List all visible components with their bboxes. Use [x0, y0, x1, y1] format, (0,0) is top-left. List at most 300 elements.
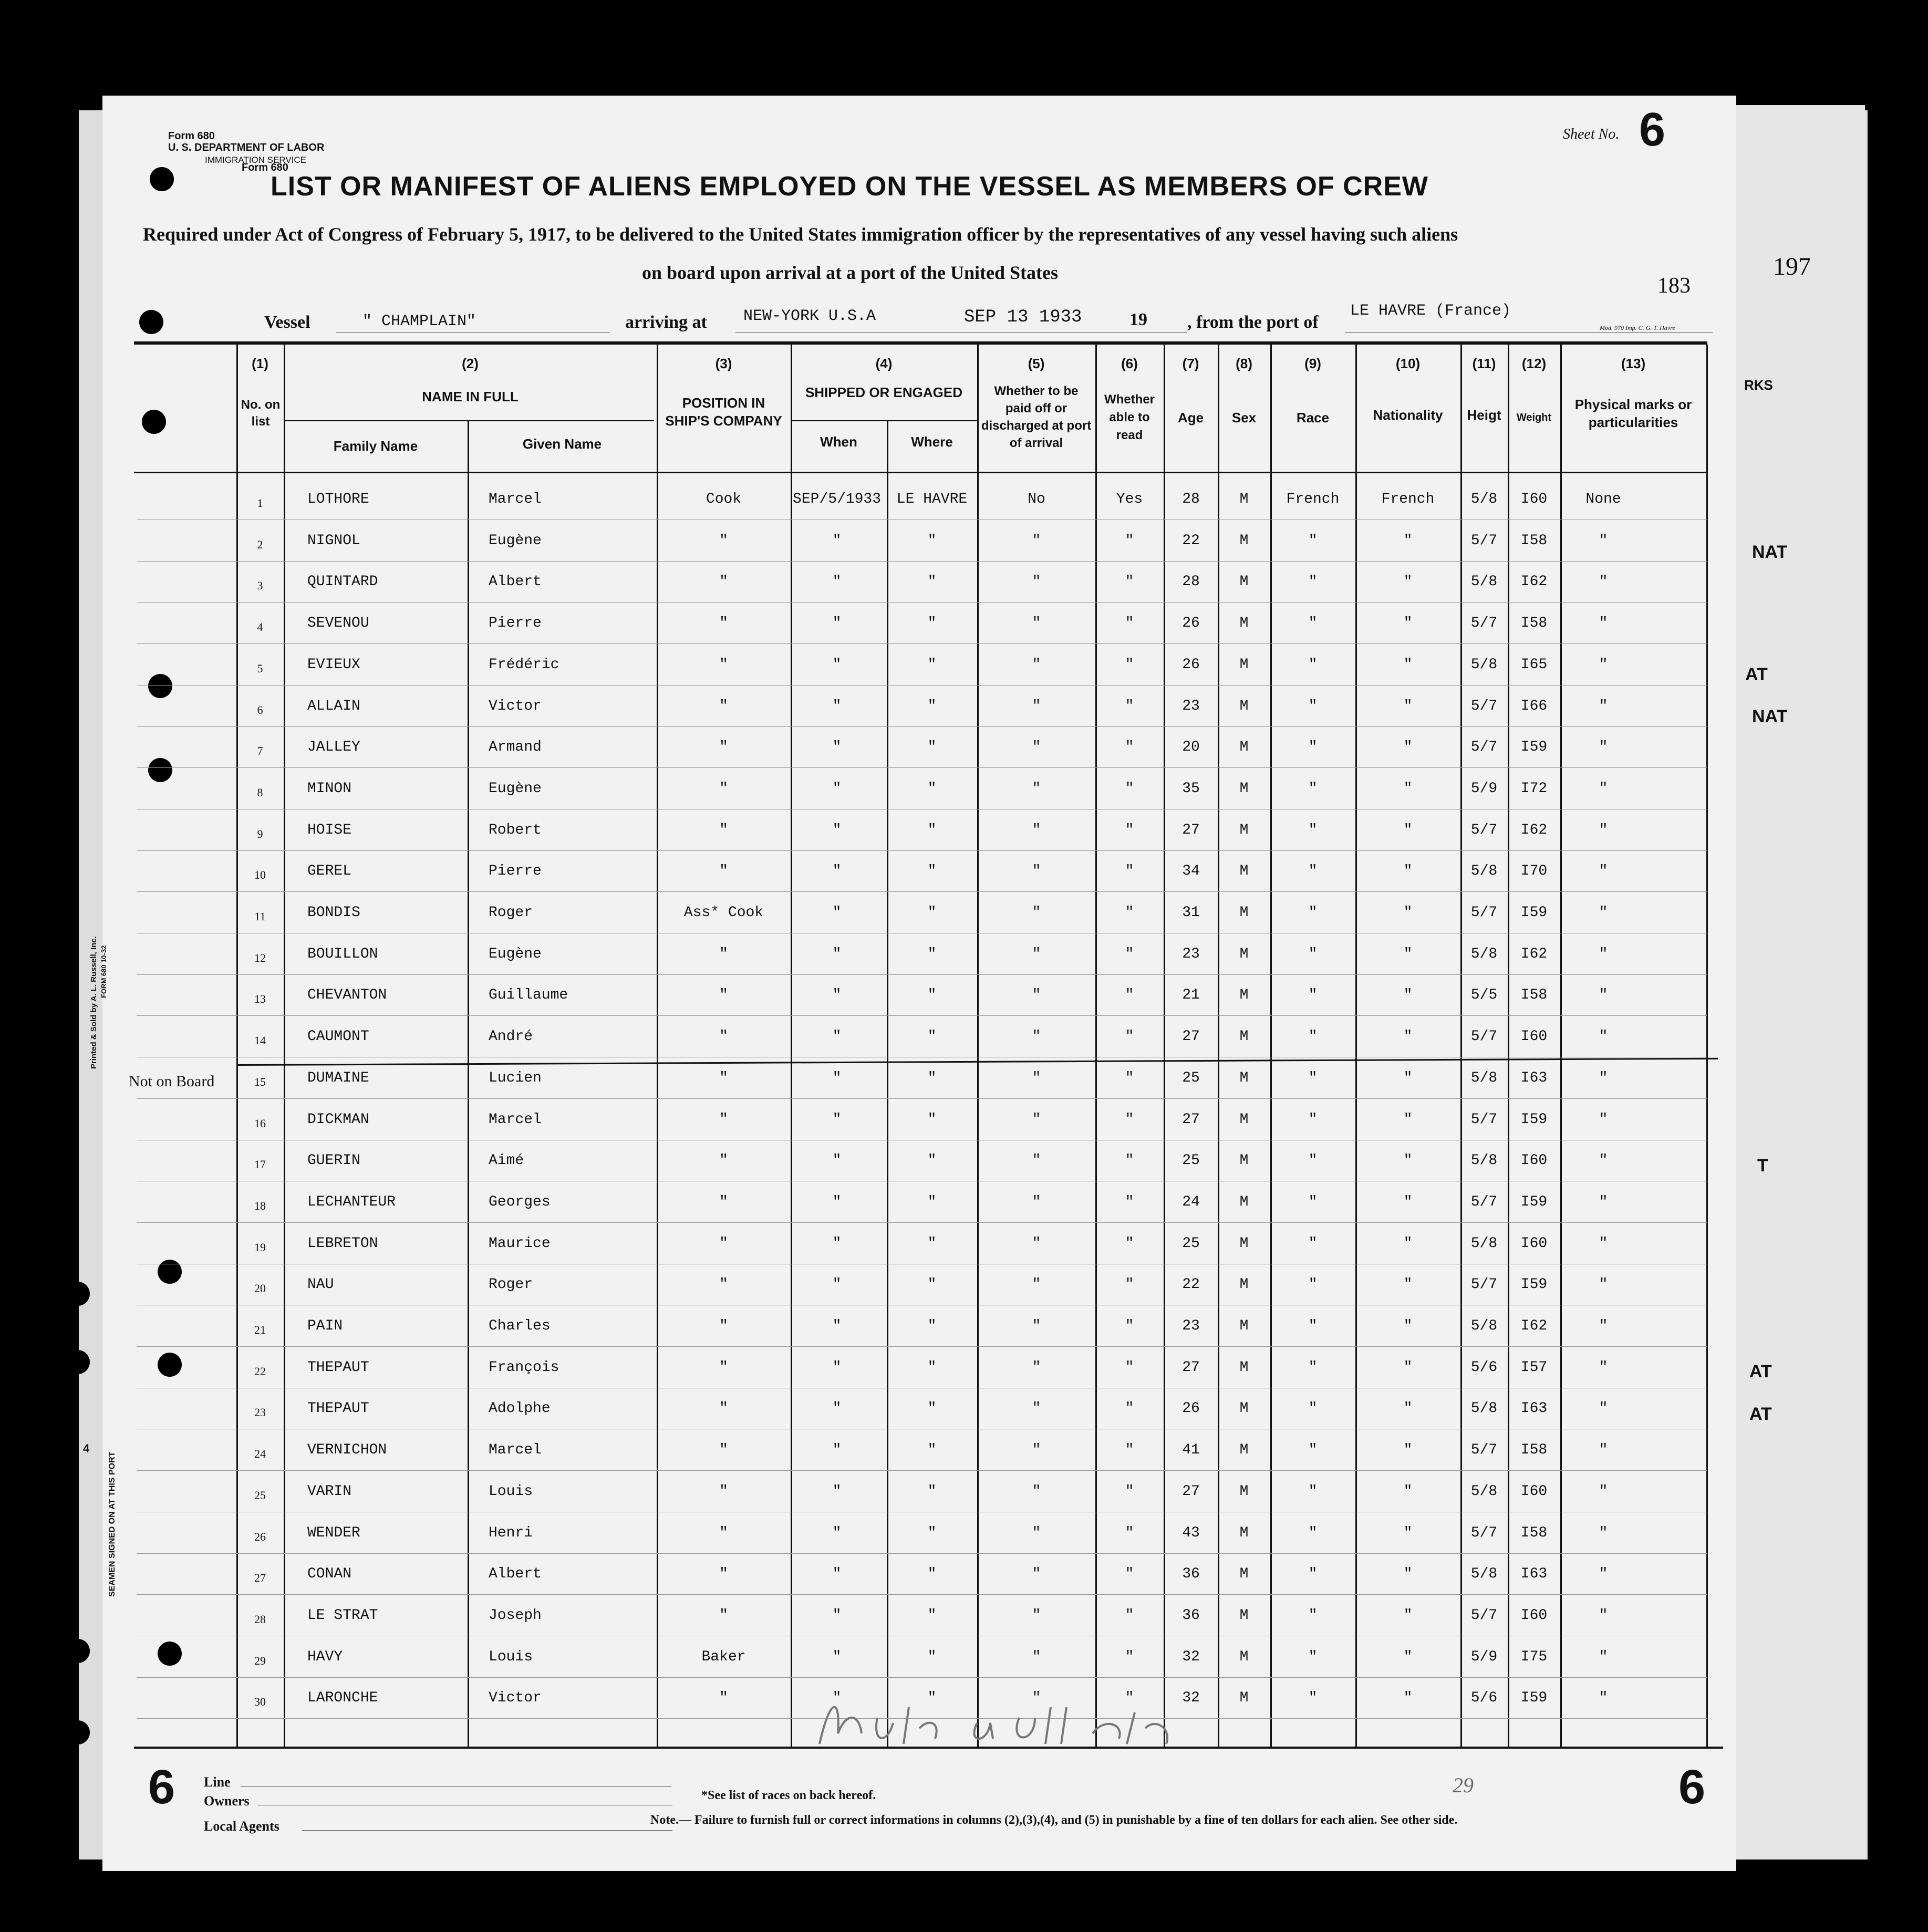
shipped-where: "	[927, 1111, 937, 1128]
height: 5/7	[1470, 1276, 1498, 1293]
family-name: EVIEUX	[307, 656, 360, 673]
shipped-subheader-line	[791, 420, 977, 421]
weight: I70	[1520, 863, 1548, 880]
shipped-where: "	[927, 739, 937, 756]
given-name: Albert	[489, 574, 542, 590]
shipped-when: "	[832, 822, 842, 838]
shipped-when: "	[832, 1524, 842, 1541]
shipped-when: "	[832, 1111, 842, 1128]
paid-off: "	[1032, 615, 1041, 632]
shipped-where: "	[927, 656, 937, 673]
row-number: 5	[257, 661, 263, 675]
paid-off: "	[1032, 905, 1041, 921]
sex: M	[1239, 491, 1249, 507]
nationality: "	[1403, 1276, 1413, 1293]
height: 5/6	[1470, 1359, 1498, 1376]
race: "	[1308, 1359, 1318, 1376]
nationality: "	[1403, 615, 1413, 632]
race: "	[1308, 1235, 1318, 1252]
paid-off: "	[1032, 1235, 1041, 1252]
given-name: Marcel	[489, 1111, 542, 1128]
able-to-read: "	[1125, 1359, 1134, 1376]
row-number: 26	[254, 1530, 266, 1543]
position: "	[719, 1566, 728, 1583]
race: "	[1308, 905, 1318, 921]
shipped-when: "	[832, 1152, 842, 1169]
col-11-header: Heigt	[1467, 407, 1501, 423]
age: 27	[1182, 1483, 1200, 1500]
row-number: 11	[254, 910, 266, 923]
col-line	[468, 420, 469, 1747]
physical-marks: "	[1599, 1359, 1608, 1376]
shipped-when: "	[832, 739, 842, 756]
given-name: Maurice	[489, 1235, 551, 1252]
col-12-number: (12)	[1521, 356, 1547, 371]
family-name: SEVENOU	[307, 615, 369, 632]
shipped-when: "	[832, 1359, 842, 1376]
sex: M	[1239, 1483, 1249, 1500]
binder-hole	[150, 167, 174, 191]
position: "	[719, 863, 728, 880]
paid-off: "	[1032, 1483, 1041, 1500]
nationality: "	[1403, 1607, 1413, 1624]
col-line	[1706, 345, 1708, 1747]
arriving-underline	[735, 332, 1187, 333]
row-number: 4	[257, 620, 263, 634]
nationality: "	[1403, 1690, 1413, 1707]
race: "	[1308, 1442, 1318, 1459]
paid-off: "	[1032, 987, 1041, 1004]
paid-off: No	[1028, 491, 1045, 507]
row-number: 16	[254, 1116, 266, 1130]
height: 5/5	[1470, 987, 1498, 1004]
physical-marks: "	[1599, 1400, 1608, 1417]
shipped-where: "	[927, 532, 937, 549]
margin-t: T	[1757, 1156, 1768, 1176]
able-to-read: "	[1125, 863, 1134, 880]
binder-hole	[66, 1639, 90, 1663]
row-number: 19	[254, 1240, 266, 1254]
height: 5/7	[1470, 1524, 1498, 1541]
race: "	[1308, 822, 1318, 838]
race: "	[1308, 1111, 1318, 1128]
shipped-when: "	[832, 1400, 842, 1417]
from-port: LE HAVRE (France)	[1350, 302, 1511, 320]
seamen-signed-label: SEAMEN SIGNED ON AT THIS PORT	[108, 1451, 117, 1597]
weight: I58	[1520, 987, 1548, 1004]
row-number: 13	[254, 992, 266, 1006]
row-number: 1	[257, 496, 263, 510]
family-name: THEPAUT	[307, 1400, 369, 1417]
shipped-where: "	[927, 698, 937, 714]
paid-off: "	[1032, 739, 1041, 756]
shipped-where: "	[927, 1690, 937, 1707]
row-rule	[137, 561, 1707, 562]
race: "	[1308, 532, 1318, 549]
physical-marks: "	[1599, 905, 1608, 921]
race: "	[1308, 1318, 1318, 1334]
given-name: Victor	[489, 1690, 542, 1707]
shipped-where: "	[927, 987, 937, 1004]
paid-off: "	[1032, 532, 1041, 549]
family-name: VARIN	[307, 1483, 352, 1500]
weight: I62	[1520, 574, 1548, 590]
height: 5/8	[1470, 1400, 1498, 1417]
height: 5/8	[1470, 1483, 1498, 1500]
family-name: GUERIN	[307, 1152, 360, 1169]
given-name: André	[489, 1029, 533, 1045]
family-name: LARONCHE	[307, 1690, 378, 1707]
weight: I58	[1520, 1524, 1548, 1541]
sex: M	[1239, 822, 1249, 838]
col-13-number: (13)	[1621, 356, 1646, 371]
family-name: BOUILLON	[307, 946, 378, 962]
col-7-header: Age	[1177, 410, 1204, 425]
col-3-header: POSITION IN SHIP'S COMPANY	[665, 395, 782, 429]
shipped-when: "	[832, 615, 842, 632]
nationality: "	[1403, 822, 1413, 838]
family-name: DUMAINE	[307, 1069, 369, 1086]
able-to-read: "	[1125, 1152, 1134, 1169]
nationality: "	[1403, 1566, 1413, 1583]
height: 5/7	[1470, 1029, 1498, 1045]
height: 5/7	[1470, 532, 1498, 549]
sex: M	[1239, 1276, 1249, 1293]
shipped-when: "	[832, 1607, 842, 1624]
fine-note: Note.— Failure to furnish full or correct informations in columns (2),(3),(4), and (5) in punishable by a fine of ten dollars for each alien. See other side.	[650, 1813, 1458, 1827]
sex: M	[1239, 1648, 1249, 1665]
weight: I65	[1520, 656, 1548, 673]
weight: I59	[1520, 1111, 1548, 1128]
race: "	[1308, 780, 1318, 797]
subtitle-line-1: Required under Act of Congress of February 5, 1917, to be delivered to the United States immigration officer by the representatives of any vessel having such aliens	[143, 224, 1458, 245]
paid-off: "	[1032, 1318, 1041, 1334]
seamen-count: 4	[83, 1442, 90, 1455]
row-number: 10	[254, 868, 266, 882]
race: "	[1308, 574, 1318, 590]
family-name: VERNICHON	[307, 1442, 387, 1459]
page-title: LIST OR MANIFEST OF ALIENS EMPLOYED ON THE VESSEL AS MEMBERS OF CREW	[271, 171, 1428, 202]
height: 5/8	[1470, 1152, 1498, 1169]
height: 5/7	[1470, 615, 1498, 632]
sex: M	[1239, 1111, 1249, 1128]
shipped-when: "	[832, 1648, 842, 1665]
weight: I63	[1520, 1069, 1548, 1086]
shipped-where: "	[927, 1359, 937, 1376]
able-to-read: "	[1125, 946, 1134, 962]
shipped-when: "	[832, 698, 842, 714]
nationality: "	[1403, 946, 1413, 962]
family-name: LOTHORE	[307, 491, 369, 507]
shipped-where: "	[927, 905, 937, 921]
weight: I59	[1520, 1690, 1548, 1707]
nationality: "	[1403, 780, 1413, 797]
given-name: Eugène	[489, 780, 542, 797]
given-name: Frédéric	[489, 656, 559, 673]
height: 5/7	[1470, 905, 1498, 921]
shipped-when: "	[832, 1318, 842, 1334]
sex: M	[1239, 656, 1249, 673]
row-number: 17	[254, 1158, 266, 1171]
nationality: "	[1403, 1648, 1413, 1665]
row-number: 9	[257, 827, 263, 840]
paid-off: "	[1032, 656, 1041, 673]
position: "	[719, 1111, 728, 1128]
family-name: GEREL	[307, 863, 352, 880]
shipped-when: "	[832, 1235, 842, 1252]
family-name: ALLAIN	[307, 698, 360, 714]
position: "	[719, 1690, 728, 1707]
margin-nat-1: NAT	[1752, 542, 1788, 562]
age: 31	[1182, 905, 1200, 921]
shipped-when: "	[832, 863, 842, 880]
paid-off: "	[1032, 1607, 1041, 1624]
able-to-read: "	[1125, 1318, 1134, 1334]
arrival-date: SEP 13 1933	[964, 307, 1082, 327]
nationality: "	[1403, 1483, 1413, 1500]
col-2b-header: Given Name	[522, 436, 602, 452]
family-name: THEPAUT	[307, 1359, 369, 1376]
paid-off: "	[1032, 1359, 1041, 1376]
given-name: Eugène	[489, 946, 542, 962]
binder-hole	[158, 1353, 182, 1377]
height: 5/8	[1470, 1235, 1498, 1252]
able-to-read: "	[1125, 739, 1134, 756]
physical-marks: "	[1599, 1524, 1608, 1541]
col-10-number: (10)	[1395, 356, 1421, 371]
age: 22	[1182, 1276, 1200, 1293]
physical-marks: "	[1599, 1276, 1608, 1293]
shipped-where: "	[927, 863, 937, 880]
paid-off: "	[1032, 1276, 1041, 1293]
paid-off: "	[1032, 1524, 1041, 1541]
nationality: "	[1403, 656, 1413, 673]
sex: M	[1239, 863, 1249, 880]
able-to-read: "	[1125, 532, 1134, 549]
weight: I63	[1520, 1566, 1548, 1583]
shipped-when: "	[832, 905, 842, 921]
age: 25	[1182, 1235, 1200, 1252]
given-name: Eugène	[489, 532, 542, 549]
physical-marks: "	[1599, 1483, 1608, 1500]
position: Cook	[706, 491, 742, 507]
physical-marks: "	[1599, 656, 1608, 673]
shipped-when: SEP/5/1933	[792, 491, 882, 507]
row-rule	[137, 726, 1707, 727]
weight: I60	[1520, 1235, 1548, 1252]
weight: I59	[1520, 905, 1548, 921]
col-6-number: (6)	[1121, 356, 1138, 371]
margin-rks: RKS	[1744, 377, 1773, 393]
nationality: "	[1403, 574, 1413, 590]
row-rule	[137, 974, 1707, 975]
race: "	[1308, 863, 1318, 880]
position: Ass* Cook	[683, 905, 764, 921]
age: 41	[1182, 1442, 1200, 1459]
age: 32	[1182, 1648, 1200, 1665]
vessel-name: " CHAMPLAIN"	[362, 313, 476, 330]
family-name: HOISE	[307, 822, 352, 838]
nationality: "	[1403, 1359, 1413, 1376]
age: 27	[1182, 1029, 1200, 1045]
paid-off: "	[1032, 1029, 1041, 1045]
nationality: "	[1403, 1400, 1413, 1417]
year-label: 19	[1129, 310, 1147, 329]
shipped-where: "	[927, 1152, 937, 1169]
able-to-read: "	[1125, 1069, 1134, 1086]
nationality: "	[1403, 698, 1413, 714]
race: "	[1308, 1607, 1318, 1624]
race: "	[1308, 1029, 1318, 1045]
physical-marks: "	[1599, 1152, 1608, 1169]
row-rule	[137, 1594, 1707, 1595]
col-1-number: (1)	[252, 356, 268, 371]
weight: I60	[1520, 491, 1548, 507]
able-to-read: "	[1125, 1566, 1134, 1583]
margin-at-1: AT	[1745, 664, 1768, 684]
paid-off: "	[1032, 1400, 1041, 1417]
height: 5/8	[1470, 1069, 1498, 1086]
officer-signature	[809, 1686, 1208, 1760]
col-line	[284, 345, 285, 1747]
age: 23	[1182, 946, 1200, 962]
able-to-read: "	[1125, 780, 1134, 797]
line-label: Line	[204, 1774, 231, 1790]
age: 25	[1182, 1152, 1200, 1169]
col-2a-header: Family Name	[333, 438, 418, 454]
position: "	[719, 615, 728, 632]
able-to-read: "	[1125, 1442, 1134, 1459]
height: 5/7	[1470, 1111, 1498, 1128]
local-agents-label: Local Agents	[204, 1819, 279, 1834]
weight: I75	[1520, 1648, 1548, 1665]
age: 24	[1182, 1193, 1200, 1210]
given-name: Joseph	[489, 1607, 542, 1624]
age: 36	[1182, 1566, 1200, 1583]
given-name: Guillaume	[489, 987, 568, 1004]
given-name: Roger	[489, 1276, 533, 1293]
shipped-where: "	[927, 1276, 937, 1293]
height: 5/7	[1470, 698, 1498, 714]
race: French	[1286, 491, 1340, 507]
weight: I62	[1520, 946, 1548, 962]
race: "	[1308, 739, 1318, 756]
row-number: 21	[254, 1323, 266, 1336]
row-number: 3	[257, 579, 263, 593]
row-number: 18	[254, 1199, 266, 1212]
physical-marks: "	[1599, 1193, 1608, 1210]
binder-hole	[139, 310, 163, 334]
agents-underline	[302, 1830, 672, 1831]
height: 5/8	[1470, 863, 1498, 880]
position: "	[719, 1483, 728, 1500]
physical-marks: "	[1599, 1607, 1608, 1624]
family-name: WENDER	[307, 1524, 360, 1541]
vessel-label: Vessel	[264, 313, 310, 332]
race: "	[1308, 1524, 1318, 1541]
row-number: 7	[257, 744, 263, 758]
shipped-when: "	[832, 574, 842, 590]
binder-hole	[66, 1282, 90, 1306]
family-name: DICKMAN	[307, 1111, 369, 1128]
weight: I60	[1520, 1483, 1548, 1500]
family-name: LECHANTEUR	[307, 1193, 396, 1210]
family-name: QUINTARD	[307, 574, 378, 590]
underlying-page-strip	[1734, 105, 1865, 1860]
weight: I57	[1520, 1359, 1548, 1376]
row-rule	[137, 850, 1707, 851]
able-to-read: "	[1125, 987, 1134, 1004]
given-name: Louis	[489, 1483, 533, 1500]
family-name: CHEVANTON	[307, 987, 387, 1004]
given-name: Louis	[489, 1648, 533, 1665]
position: "	[719, 739, 728, 756]
form-number: Form 680	[242, 162, 288, 173]
col-4b-header: Where	[911, 434, 953, 450]
form-number-top: Form 680	[168, 130, 215, 142]
shipped-where: LE HAVRE	[896, 491, 968, 507]
row-number: 30	[254, 1695, 266, 1709]
family-name: CAUMONT	[307, 1029, 369, 1045]
paid-off: "	[1032, 698, 1041, 714]
physical-marks: "	[1599, 1442, 1608, 1459]
position: "	[719, 946, 728, 962]
sex: M	[1239, 946, 1249, 962]
given-name: Albert	[489, 1566, 542, 1583]
paid-off: "	[1032, 863, 1041, 880]
col-line	[657, 345, 658, 1747]
row-number: 28	[254, 1612, 266, 1626]
nationality: "	[1403, 905, 1413, 921]
paid-off: "	[1032, 1111, 1041, 1128]
age: 28	[1182, 491, 1200, 507]
race: "	[1308, 1069, 1318, 1086]
weight: I72	[1520, 780, 1548, 797]
given-name: Georges	[489, 1193, 551, 1210]
given-name: Marcel	[489, 1442, 542, 1459]
physical-marks: "	[1599, 987, 1608, 1004]
weight: I58	[1520, 615, 1548, 632]
col-3-number: (3)	[715, 356, 732, 371]
able-to-read: "	[1125, 1276, 1134, 1293]
nationality: "	[1403, 739, 1413, 756]
age: 20	[1182, 739, 1200, 756]
age: 22	[1182, 532, 1200, 549]
given-name: Henri	[489, 1524, 533, 1541]
sex: M	[1239, 905, 1249, 921]
binder-hole	[66, 1720, 90, 1744]
age: 27	[1182, 822, 1200, 838]
weight: I60	[1520, 1029, 1548, 1045]
owners-label: Owners	[204, 1793, 250, 1809]
paid-off: "	[1032, 574, 1041, 590]
age: 25	[1182, 1069, 1200, 1086]
physical-marks: "	[1599, 1029, 1608, 1045]
nationality: "	[1403, 532, 1413, 549]
shipped-where: "	[927, 1442, 937, 1459]
shipped-when: "	[832, 987, 842, 1004]
sex: M	[1239, 1400, 1249, 1417]
weight: I66	[1520, 698, 1548, 714]
row-number: 25	[254, 1488, 266, 1502]
age: 32	[1182, 1690, 1200, 1707]
row-rule	[137, 1553, 1707, 1554]
shipped-when: "	[832, 1276, 842, 1293]
race: "	[1308, 1690, 1318, 1707]
col-11-number: (11)	[1472, 356, 1496, 371]
sex: M	[1239, 615, 1249, 632]
shipped-where: "	[927, 574, 937, 590]
